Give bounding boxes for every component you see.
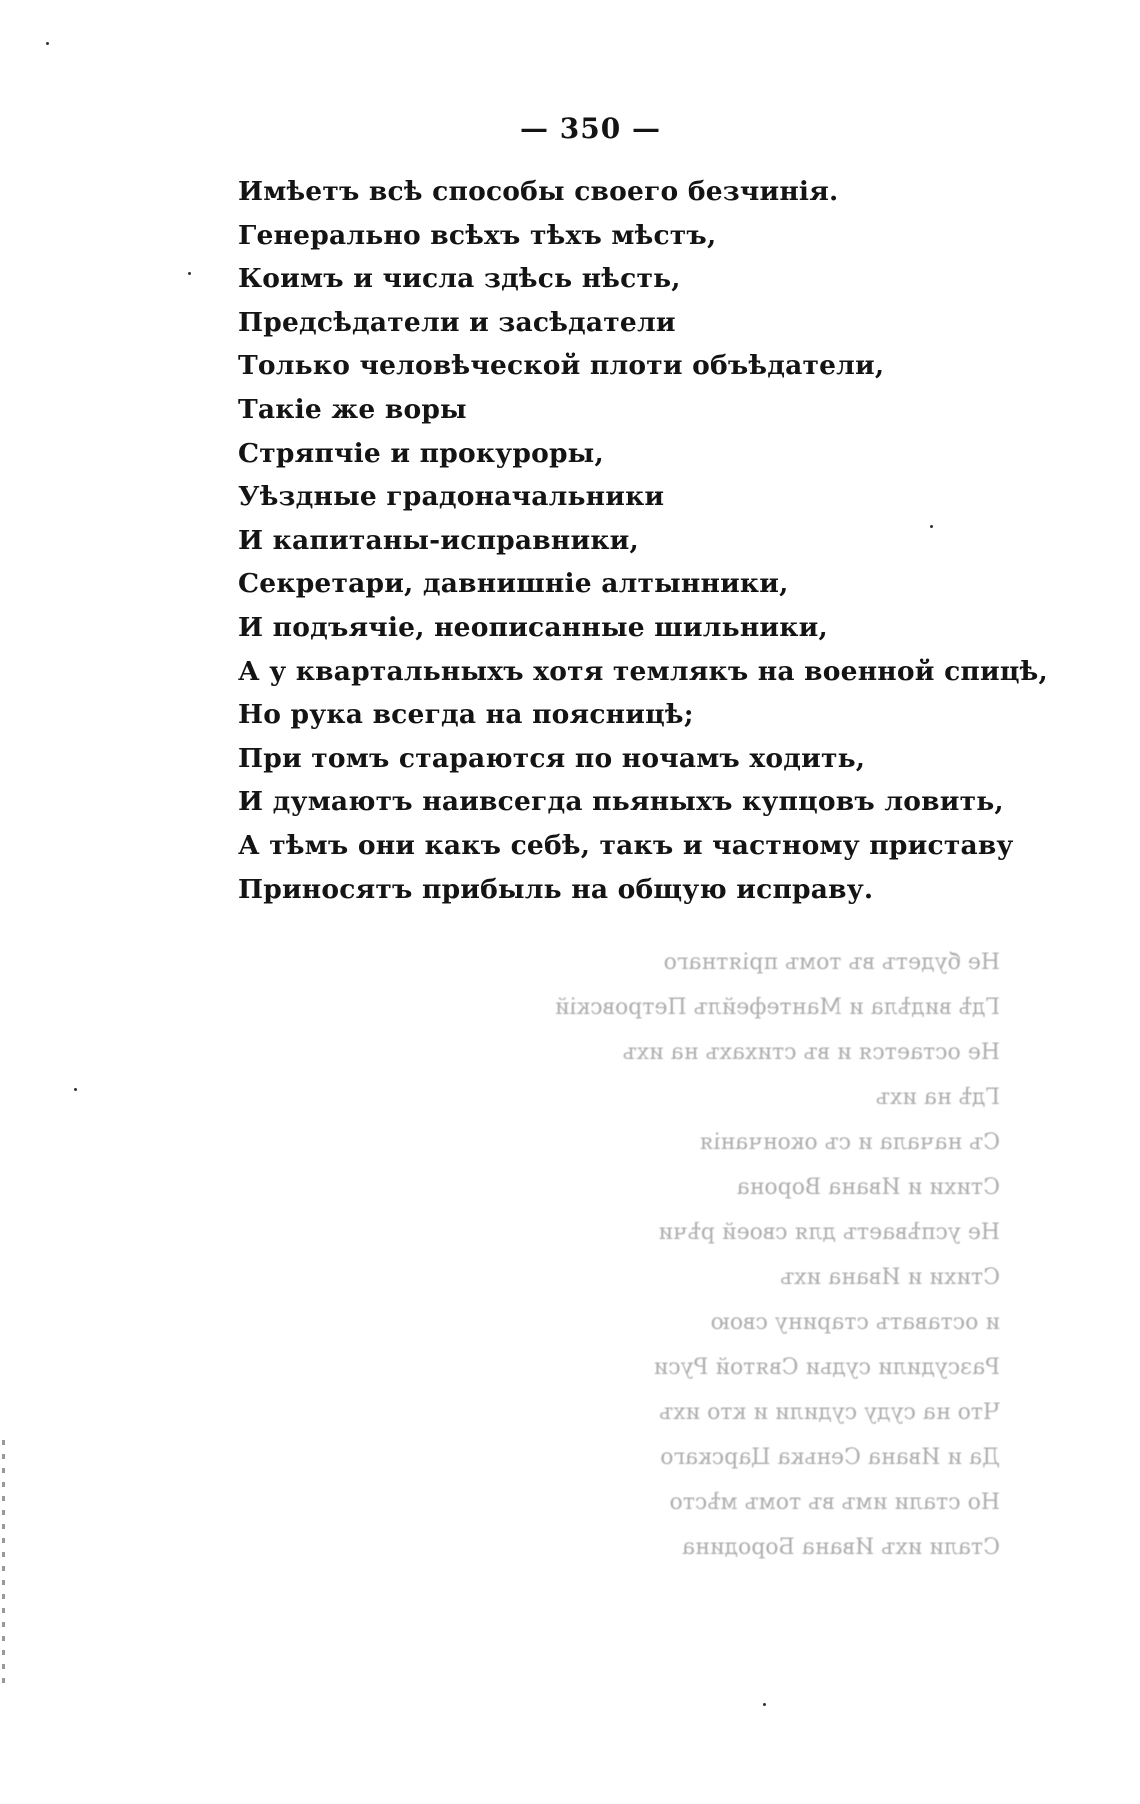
bleed-line: Да и Ивана Сенька Царскаго: [660, 1445, 1000, 1470]
poem-line: Уѣздные градоначальники: [238, 481, 665, 513]
bleed-line: Но стали имъ въ томъ мѣсто: [669, 1490, 1000, 1515]
poem-line: А тѣмъ они какъ себѣ, такъ и частному приставу: [238, 829, 1014, 861]
poem-line: Генерально всѣхъ тѣхъ мѣстъ,: [238, 219, 717, 251]
bleed-line: Гдѣ на ихъ: [875, 1085, 1000, 1110]
bleed-line: Не успѣваетъ для своей рѣчи: [658, 1220, 1000, 1245]
poem-text: [238, 170, 1048, 911]
poem-line: При томъ стараются по ночамъ ходить,: [238, 742, 866, 774]
bleed-line: Что на суду судили и кто ихъ: [659, 1400, 1000, 1425]
bleed-line: Съ начала и съ окончанія: [699, 1130, 1000, 1155]
speck-mark: [46, 42, 49, 45]
poem-line: И подъячіе, неописанные шильники,: [238, 611, 828, 643]
poem-line: Имѣетъ всѣ способы своего безчинія.: [238, 176, 839, 207]
bleed-line: Стихи и Ивана ихъ: [780, 1265, 1000, 1290]
speck-mark: [188, 272, 191, 275]
page-number: — 350 —: [520, 112, 661, 145]
poem-line: Приносятъ прибыль на общую исправу.: [238, 873, 874, 905]
page-edge-mark: [2, 1440, 5, 1690]
bleed-line: Не будетъ въ томъ пріятнаго: [663, 950, 1000, 975]
bleed-line: Гдѣ видѣла и Мантефейлъ Петровскій: [554, 995, 1000, 1020]
bleed-line: Не остается и въ стихахъ на ихъ: [622, 1040, 1000, 1065]
poem-line: И думаютъ наивсегда пьяныхъ купцовъ ловить,: [238, 786, 1004, 818]
bleed-through-text: [380, 940, 1000, 1570]
bleed-line: Стали ихъ Ивана Бородина: [681, 1535, 1000, 1560]
poem-line: А у квартальныхъ хотя темлякъ на военной спицѣ,: [238, 655, 1048, 687]
speck-mark: [74, 1088, 77, 1091]
poem-line: Такіе же воры: [238, 393, 467, 425]
speck-mark: [763, 1703, 766, 1706]
speck-mark: [930, 525, 933, 528]
poem-line: Предсѣдатели и засѣдатели: [238, 306, 676, 338]
bleed-line: Разсудили судьи Святой Руси: [653, 1355, 1000, 1380]
poem-line: Стряпчіе и прокуроры,: [238, 437, 604, 469]
poem-line: Секретари, давнишніе алтынники,: [238, 568, 789, 600]
poem-line: Только человѣческой плоти объѣдатели,: [238, 350, 885, 382]
poem-line: И капитаны-исправники,: [238, 524, 639, 556]
bleed-line: Стихи и Ивана Ворона: [736, 1175, 1000, 1200]
poem-line: Коимъ и числа здѣсь нѣсть,: [238, 263, 681, 295]
poem-line: Но рука всегда на поясницѣ;: [238, 699, 694, 731]
bleed-line: и оставатъ старину свою: [710, 1310, 1000, 1335]
